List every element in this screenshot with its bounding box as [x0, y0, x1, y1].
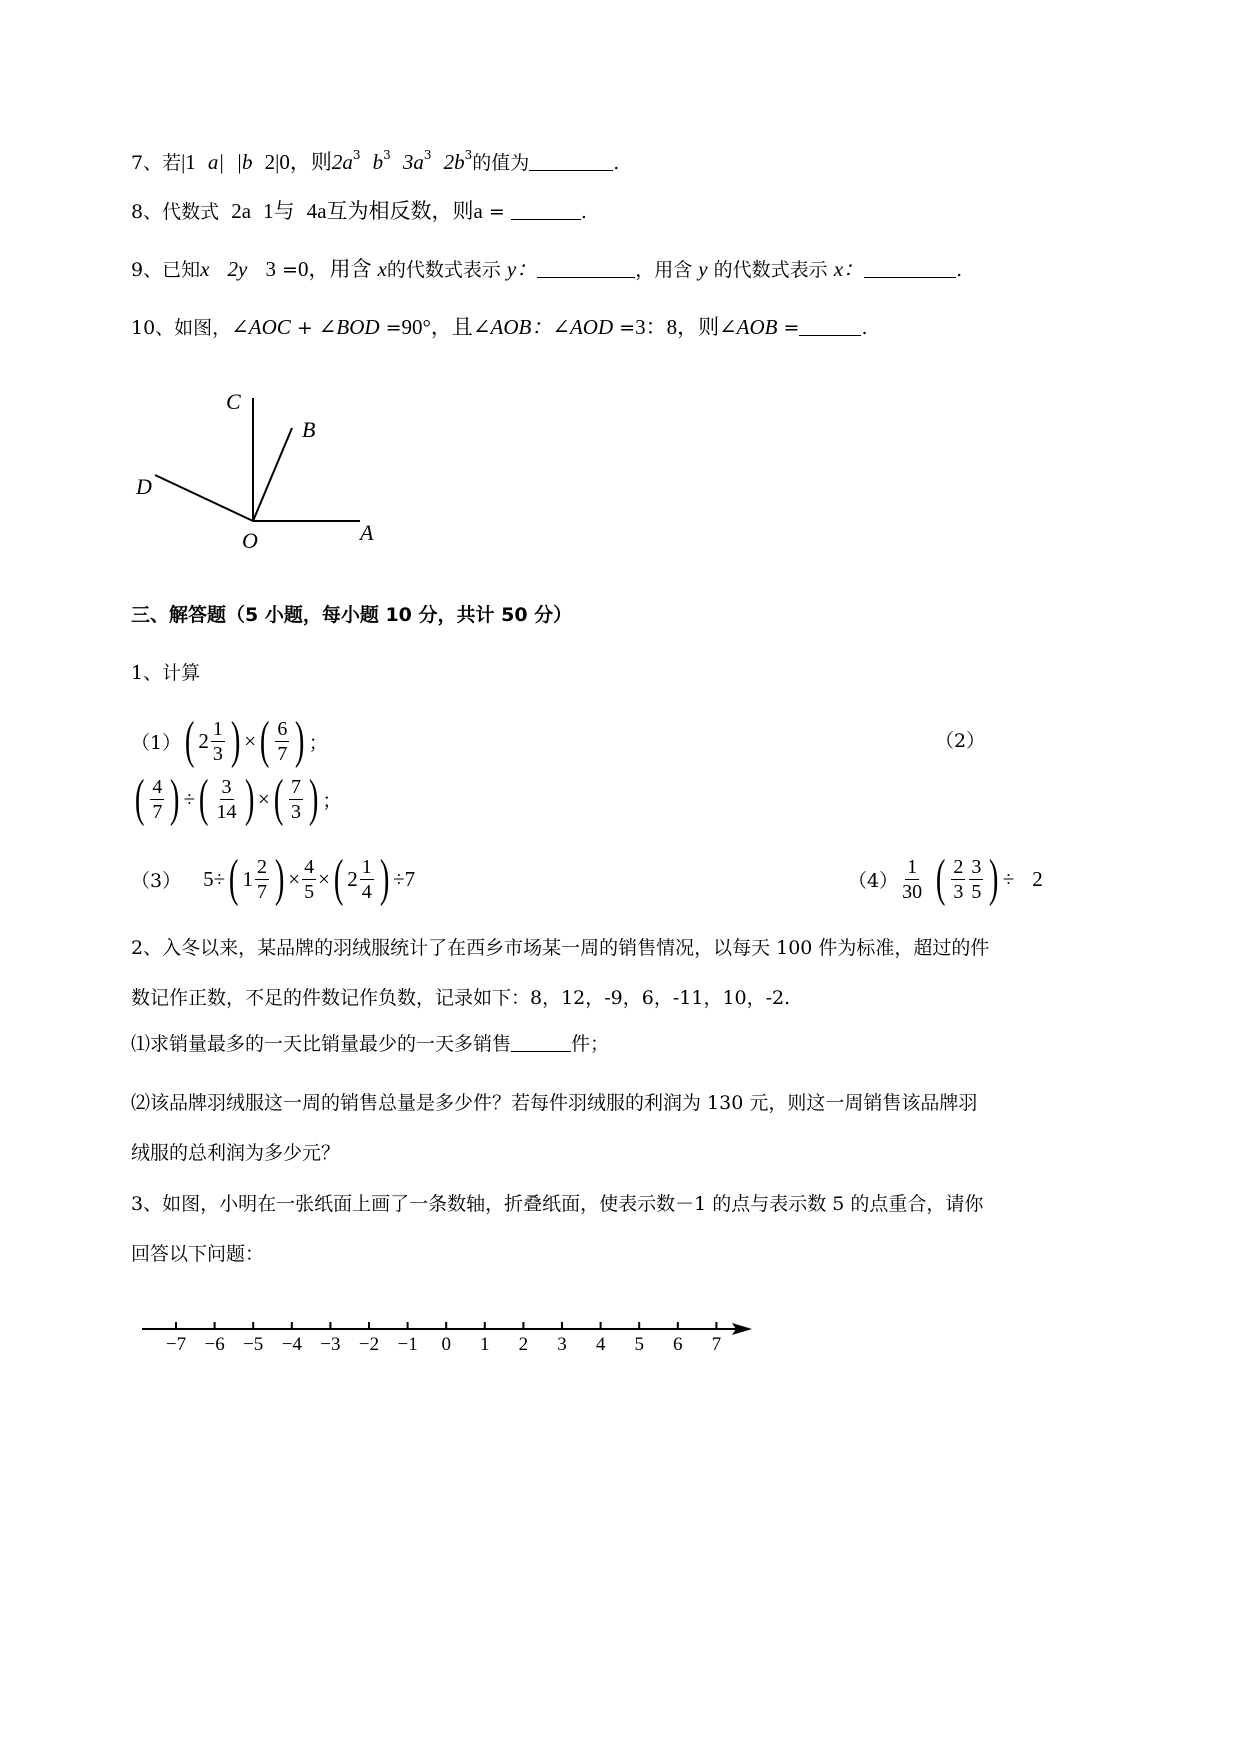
fraction [150, 775, 164, 824]
paren: ( [259, 712, 270, 769]
q7-term: 2| [264, 150, 280, 174]
q8-text: . [580, 201, 587, 223]
whole: 1 [242, 866, 253, 891]
whole: 2 [347, 866, 358, 891]
q9-term: x [377, 257, 387, 281]
q9-term: 2y [227, 257, 248, 281]
fraction [951, 855, 965, 904]
paren: ( [935, 850, 946, 907]
part-2-label: （2） [935, 730, 986, 752]
q9-text: ，用含 [635, 259, 693, 281]
tick-label: −5 [243, 1334, 264, 1355]
numerator: 2 [256, 855, 267, 878]
q9-number: 9、已知 [131, 259, 201, 281]
q7-term: |b [236, 150, 253, 174]
part-label: （1） [131, 731, 182, 754]
numerator: 3 [221, 775, 232, 798]
q9-term: x： [833, 257, 865, 281]
operator: ÷ [183, 786, 196, 811]
numerator: 7 [291, 775, 302, 798]
q10-term: ∠AOB：∠AOD [472, 315, 614, 339]
q7-text: 的值为 [472, 152, 530, 174]
part-label: （4） [848, 869, 899, 892]
operator: × [257, 786, 270, 811]
fraction [215, 775, 239, 824]
fraction [289, 775, 303, 824]
denominator: 3 [953, 880, 964, 903]
denominator: 7 [152, 800, 163, 823]
tick-label: 6 [673, 1334, 683, 1355]
operator: × [244, 728, 257, 753]
q9-term: 3 [265, 257, 276, 281]
tick-label: −3 [320, 1334, 341, 1355]
denominator: 7 [256, 880, 267, 903]
answer-blank[interactable] [529, 150, 613, 171]
tick-label: −4 [281, 1334, 302, 1355]
question-text: 件； [571, 1033, 610, 1055]
label-c: C [226, 389, 241, 414]
fraction [360, 855, 374, 904]
problem-1-part-2 [131, 772, 341, 826]
label-b: B [302, 417, 316, 442]
denominator: 5 [304, 880, 315, 903]
label-a: A [360, 520, 374, 545]
tick-label: 2 [518, 1334, 529, 1355]
problem-2 [131, 928, 1031, 1018]
q7-exp: 3 [383, 148, 391, 162]
denominator: 4 [361, 880, 372, 903]
q8-term: a [473, 199, 483, 223]
paren: ( [184, 712, 195, 769]
denominator: 7 [277, 742, 288, 765]
tick-label: 3 [557, 1334, 567, 1355]
paren: ) [230, 712, 241, 769]
q9-text: 0，用含 [297, 257, 372, 281]
ray-ob [253, 428, 292, 521]
paren: ) [170, 770, 180, 827]
fraction [969, 855, 983, 904]
problem-2-question-1 [131, 1031, 609, 1057]
denominator: 3 [212, 742, 223, 765]
whole: 2 [198, 728, 209, 753]
paren: ( [273, 770, 284, 827]
question-text: ⑴求销量最多的一天比销量最少的一天多销售 [131, 1033, 512, 1055]
denominator: 3 [291, 800, 302, 823]
q9-text: 的代数式表示 [386, 259, 501, 281]
numerator: 4 [152, 775, 163, 798]
problem-3-text: 3、如图，小明在一张纸面上画了一条数轴，折叠纸面，使表示数－1 的点与表示数 5 的点重合，请你 [131, 1193, 984, 1215]
numerator: 1 [907, 855, 918, 878]
paren: ) [244, 770, 254, 827]
punct: ； [308, 731, 328, 754]
tick-label: 5 [634, 1334, 644, 1355]
q8-term: 1与 [263, 199, 295, 223]
q7-exp: 3 [423, 148, 432, 162]
operator: × [318, 866, 330, 891]
question-10: 10、如图，∠AOC + ∠BOD =90°，且∠AOB：∠AOD =3：8，则∠AOB = . [131, 315, 868, 339]
q7-number: 7、若 [131, 152, 182, 174]
question-8: 8、代数式 2a 1与 4a互为相反数，则a = . [131, 199, 587, 223]
problem-2-text: 数记作正数，不足的件数记作负数，记录如下：8，12，-9，6，-11，10，-2. [131, 987, 791, 1009]
answer-blank[interactable] [511, 199, 581, 220]
q9-term: x [200, 257, 210, 281]
question-text: 绒服的总利润为多少元？ [131, 1142, 341, 1164]
q9-term: y [698, 257, 708, 281]
problem-1-part-3 [131, 852, 415, 906]
answer-blank[interactable] [864, 257, 956, 278]
paren: ( [134, 770, 145, 827]
problem-3-text: 回答以下问题： [131, 1243, 265, 1265]
denominator: 30 [902, 880, 923, 903]
question-7 [131, 142, 619, 176]
fraction [900, 855, 924, 904]
operator: ÷ [1002, 866, 1015, 891]
label-o: O [242, 528, 258, 553]
q7-exp: 3 [464, 148, 473, 162]
section-heading: 三、解答题（5 小题，每小题 10 分，共计 50 分） [131, 604, 573, 626]
q9-text: . [956, 259, 963, 281]
tick-label: 1 [480, 1334, 490, 1355]
answer-blank[interactable] [799, 315, 861, 336]
denominator: 14 [216, 800, 237, 823]
tick-label: −6 [204, 1334, 225, 1355]
numerator: 4 [304, 855, 315, 878]
paren: ) [989, 850, 999, 907]
q8-term: 2a [231, 199, 252, 223]
angle-diagram [130, 380, 430, 570]
q7-term: 2b [443, 150, 465, 174]
q10-text: 3：8，则 [635, 315, 720, 339]
numerator: 1 [212, 717, 223, 740]
q10-text: 90°，且 [401, 315, 473, 339]
q7-term: a| [207, 150, 225, 174]
numerator: 1 [361, 855, 372, 878]
term: 5÷ [203, 866, 226, 891]
punct: ； [322, 789, 342, 812]
tick-label: 0 [441, 1334, 451, 1355]
answer-blank[interactable] [511, 1031, 571, 1052]
q7-text: . [613, 152, 620, 174]
numerator: 3 [971, 855, 982, 878]
paren: ( [229, 850, 239, 907]
q10-term: ∠AOC [231, 315, 291, 339]
term: ÷7 [393, 866, 416, 891]
fraction [275, 717, 289, 766]
problem-1-title: 1、计算 [131, 662, 201, 684]
numerator: 6 [277, 717, 288, 740]
question-9: 9、已知x 2y 3 =0，用含 x的代数式表示 y： ，用含 y 的代数式表示 x： . [131, 257, 963, 281]
q7-term: 2a [331, 150, 353, 174]
tick-label: 4 [595, 1334, 606, 1355]
paren: ) [295, 712, 305, 769]
q10-text: . [861, 317, 868, 339]
paren: ( [333, 850, 344, 907]
paren: ) [379, 850, 390, 907]
problem-3 [131, 1184, 1031, 1274]
tick-label: −1 [397, 1334, 418, 1355]
paren: ) [308, 770, 319, 827]
label-d: D [136, 474, 152, 499]
ray-od [155, 475, 253, 521]
q10-term: ∠BOD [318, 315, 380, 339]
number-line [140, 1310, 760, 1360]
term: 2 [1032, 866, 1043, 891]
q8-number: 8、代数式 [131, 201, 220, 223]
q10-term: ∠AOB [719, 315, 778, 339]
fraction [211, 717, 225, 766]
q9-text: 的代数式表示 [713, 259, 828, 281]
q7-term: b [372, 150, 384, 174]
paren: ) [274, 850, 285, 907]
problem-1-part-4 [848, 852, 1043, 906]
operator: × [288, 866, 301, 891]
answer-blank[interactable] [537, 257, 635, 278]
numerator: 2 [953, 855, 964, 878]
problem-1-part-1 [131, 712, 328, 769]
q8-term: 4a互为相反数，则 [306, 199, 474, 223]
problem-2-text: 2、入冬以来，某品牌的羽绒服统计了在西乡市场某一周的销售情况，以每天 100 件为标准，超过的件 [131, 937, 990, 959]
part-label: （3） [131, 869, 182, 892]
fraction [302, 855, 316, 904]
q7-term: |1 [181, 150, 196, 174]
q10-number: 10、如图， [131, 317, 232, 339]
denominator: 5 [971, 880, 982, 903]
tick-label: 7 [711, 1334, 722, 1355]
problem-2-question-2 [131, 1083, 1031, 1173]
q7-exp: 3 [352, 148, 361, 162]
q7-term: 3a [402, 150, 424, 174]
paren: ( [199, 770, 209, 827]
q7-term: 0，则 [279, 150, 332, 174]
tick-group [166, 1322, 721, 1355]
question-text: ⑵该品牌羽绒服这一周的销售总量是多少件？若每件羽绒服的利润为 130 元，则这一周销售该品牌羽 [131, 1092, 978, 1114]
tick-label: −7 [165, 1334, 187, 1355]
q9-term: y： [506, 257, 538, 281]
fraction [255, 855, 269, 904]
tick-label: −2 [358, 1334, 380, 1355]
